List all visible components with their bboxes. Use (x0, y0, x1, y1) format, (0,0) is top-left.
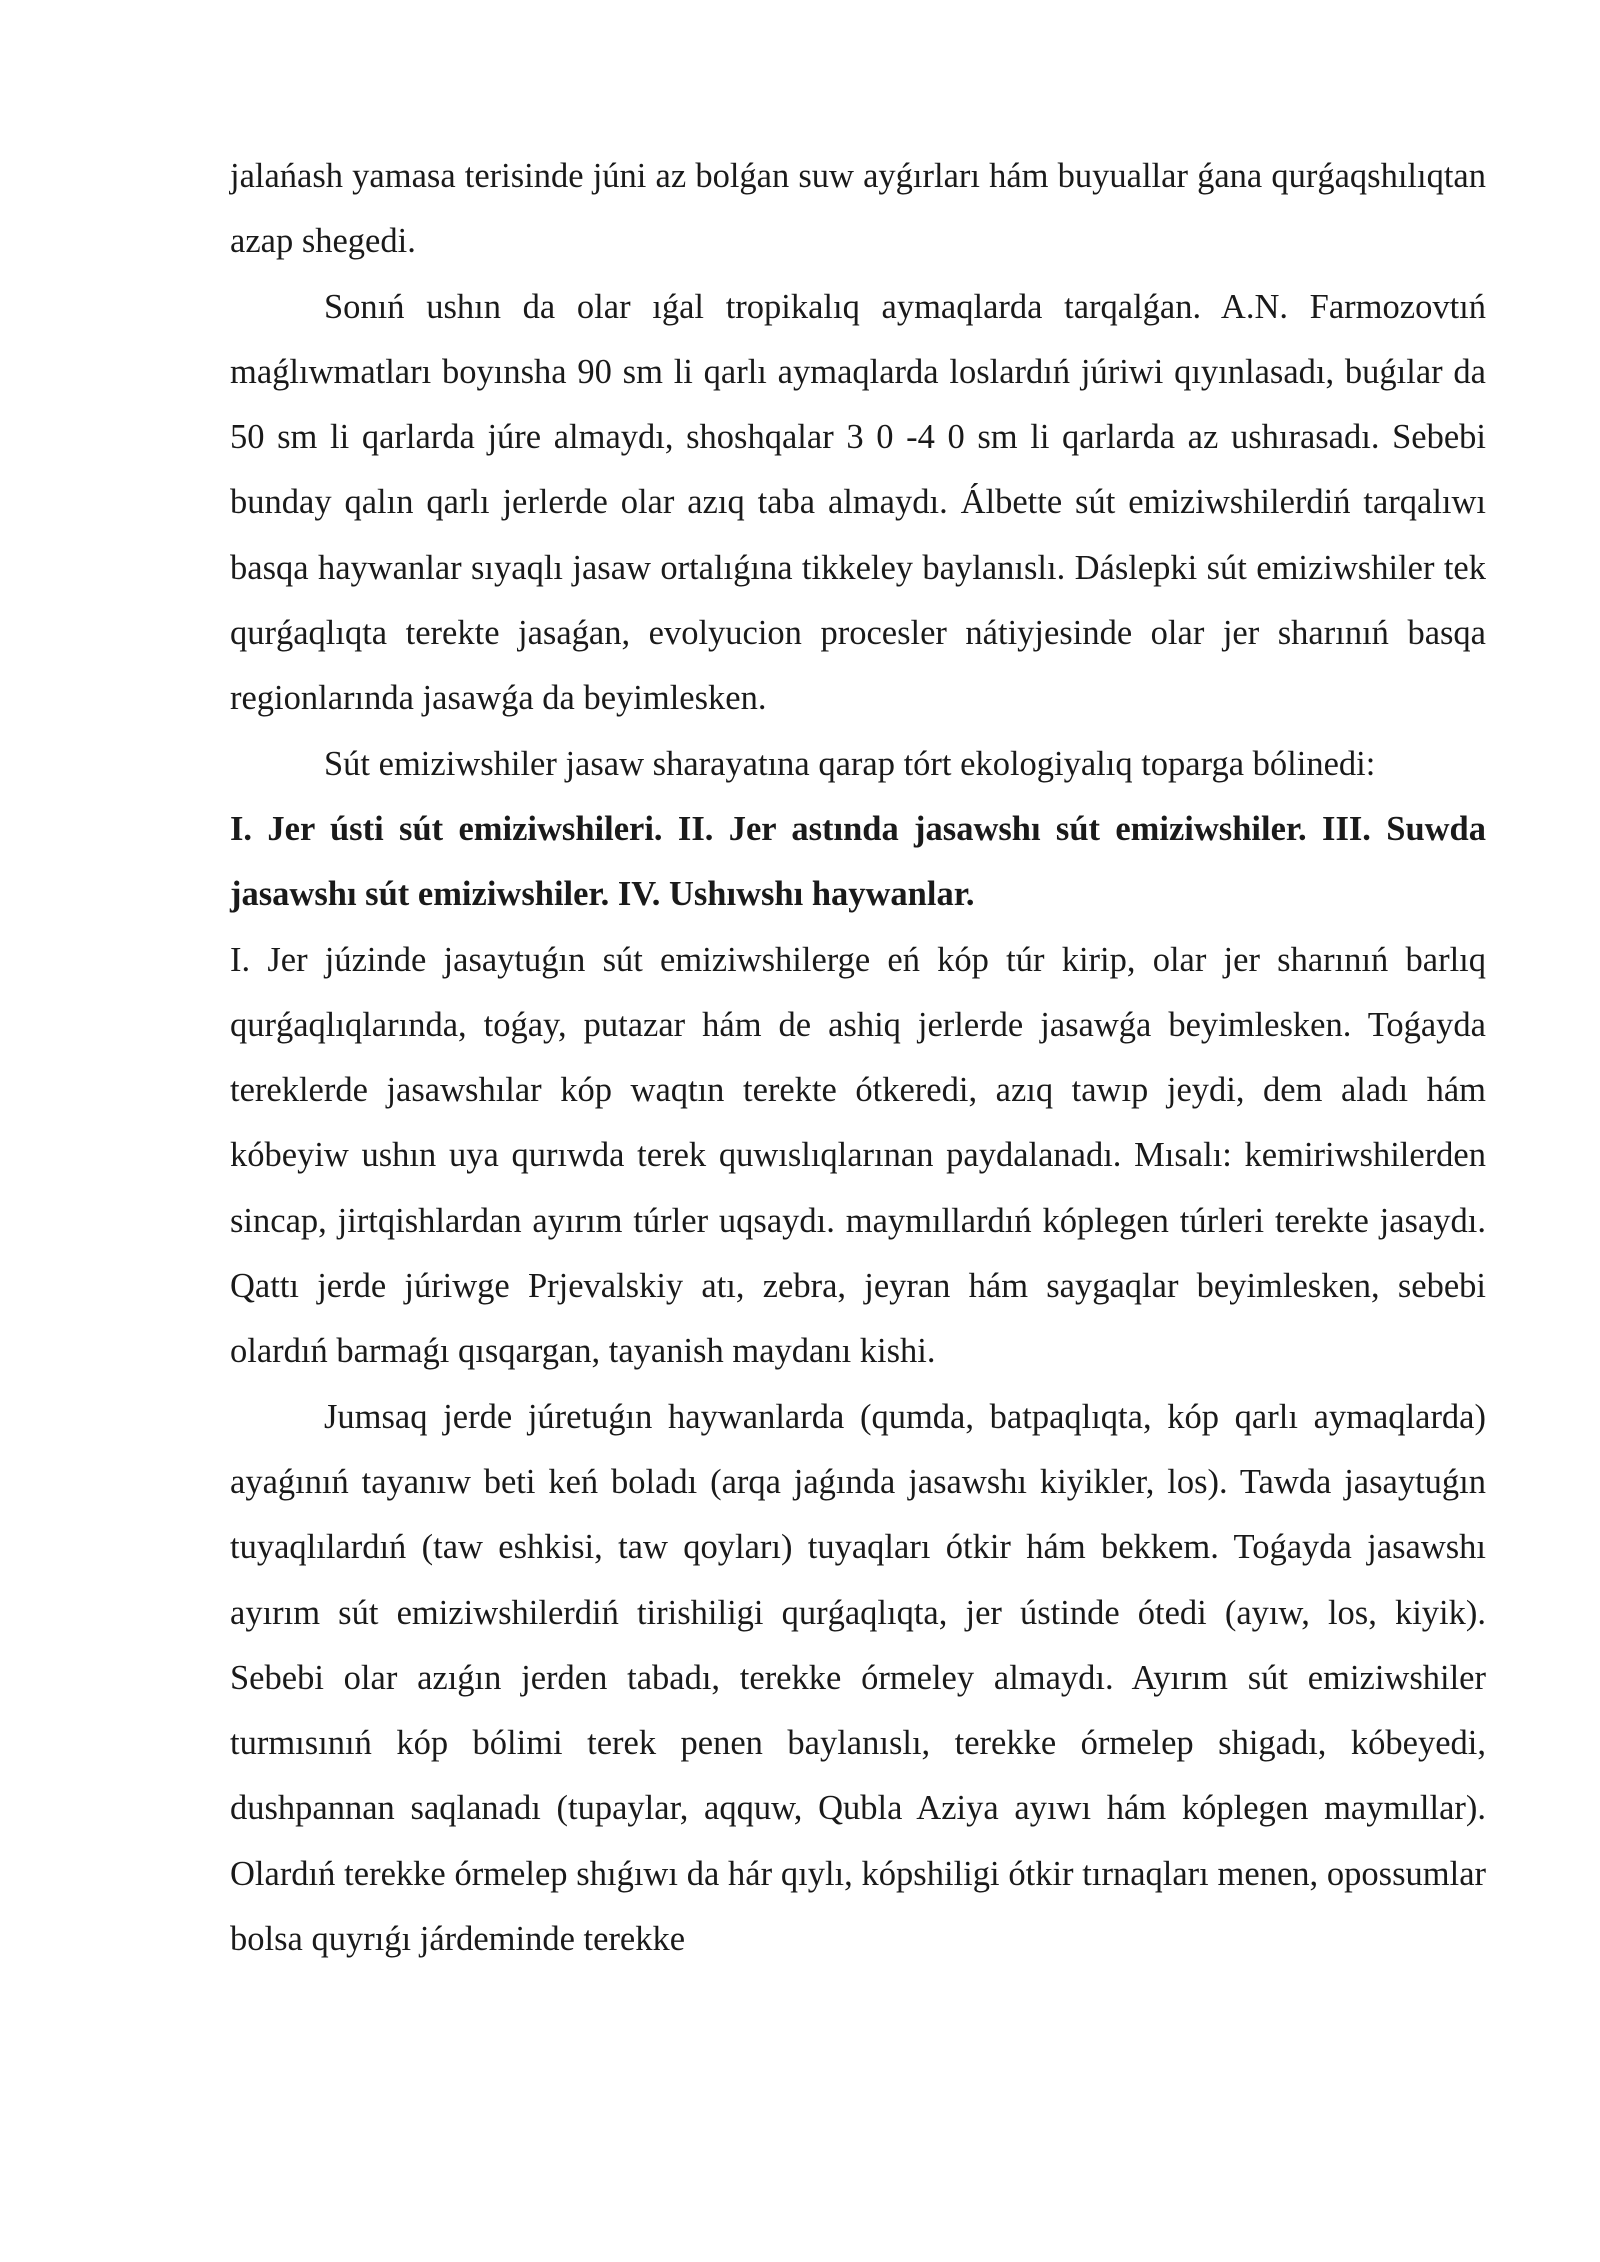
document-body (230, 144, 1486, 1972)
paragraph-soft-ground: Jumsaq jerde júretuǵın haywanlarda (qumda, batpaqlıqta, kóp qarlı aymaqlarda) ayaǵınıń tayanıw beti keń boladı (arqa jaǵında jasawshı kiyikler, los). Tawda jasaytuǵın tuyaqlılardıń (taw eshkisi, taw qoyları) tuyaqları ótkir hám bekkem. Toǵayda jasawshı ayırım sút emiziwshilerdiń tirishiligi qurǵaqlıqta, jer ústinde ótedi (ayıw, los, kiyik). Sebebi olar azıǵın jerden tabadı, terekke órmeley almaydı. Ayırım sút emiziwshiler turmısınıń kóp bólimi terek penen baylanıslı, terekke órmelep shigadı, kóbeyedi, dushpannan saqlanadı (tupaylar, aqquw, Qubla Aziya ayıwı hám kóplegen maymıllar). Olardıń terekke órmelep shıǵıwı da hár qıylı, kópshiligi ótkir tırnaqları menen, opossumlar bolsa quyrıǵı járdeminde terekke (230, 1397, 1486, 1959)
paragraph-2: Sonıń ushın da olar ıǵal tropikalıq aymaqlarda tarqalǵan. A.N. Farmozovtıń maǵlıwmatları boyınsha 90 sm li qarlı aymaqlarda loslardıń júriwi qıyınlasadı, buǵılar da 50 sm li qarlarda júre almaydı, shoshqalar 3 0 -4 0 sm li qarlarda az ushırasadı. Sebebi bunday qalın qarlı jerlerde olar azıq taba almaydı. Álbette sút emiziwshilerdiń tarqalıwı basqa haywanlar sıyaqlı jasaw ortalıǵına tikkeley baylanıslı. Dáslepki sút emiziwshiler tek qurǵaqlıqta terekte jasaǵan, evolyucion procesler nátiyjesinde olar jer sharınıń basqa regionlarında jasawǵa da beyimlesken. (230, 287, 1486, 718)
paragraph-3: Sút emiziwshiler jasaw sharayatına qarap tórt ekologiyalıq toparga bólinedi: (324, 744, 1376, 783)
paragraph-group-1: I. Jer júzinde jasaytuǵın sút emiziwshilerge eń kóp túr kirip, olar jer sharınıń barlıq qurǵaqlıqlarında, toǵay, putazar hám de ashiq jerlerde jasawǵa beyimlesken. Toǵayda tereklerde jasawshılar kóp waqtın terekte ótkeredi, azıq tawıp jeydi, dem aladı hám kóbeyiw ushın uya qurıwda terek quwıslıqlarınan paydalanadı. Mısalı: kemiriwshilerden sincap, jirtqishlardan ayırım túrler uqsaydı. maymıllardıń kóplegen túrleri terekte jasaydı. Qattı jerde júriwge Prjevalskiy atı, zebra, jeyran hám saygaqlar beyimlesken, sebebi olardıń barmaǵı qısqargan, tayanish maydanı kishi. (230, 940, 1486, 1371)
paragraph-1: jalańash yamasa terisinde júni az bolǵan suw ayǵırları hám buyuallar ǵana qurǵaqshılıqtan azap shegedi. (230, 157, 1486, 261)
ecological-groups-list: I. Jer ústi sút emiziwshileri. II. Jer astında jasawshı sút emiziwshiler. III. Suwda jasawshı sút emiziwshiler. IV. Ushıwshı haywanlar. (230, 809, 1486, 914)
